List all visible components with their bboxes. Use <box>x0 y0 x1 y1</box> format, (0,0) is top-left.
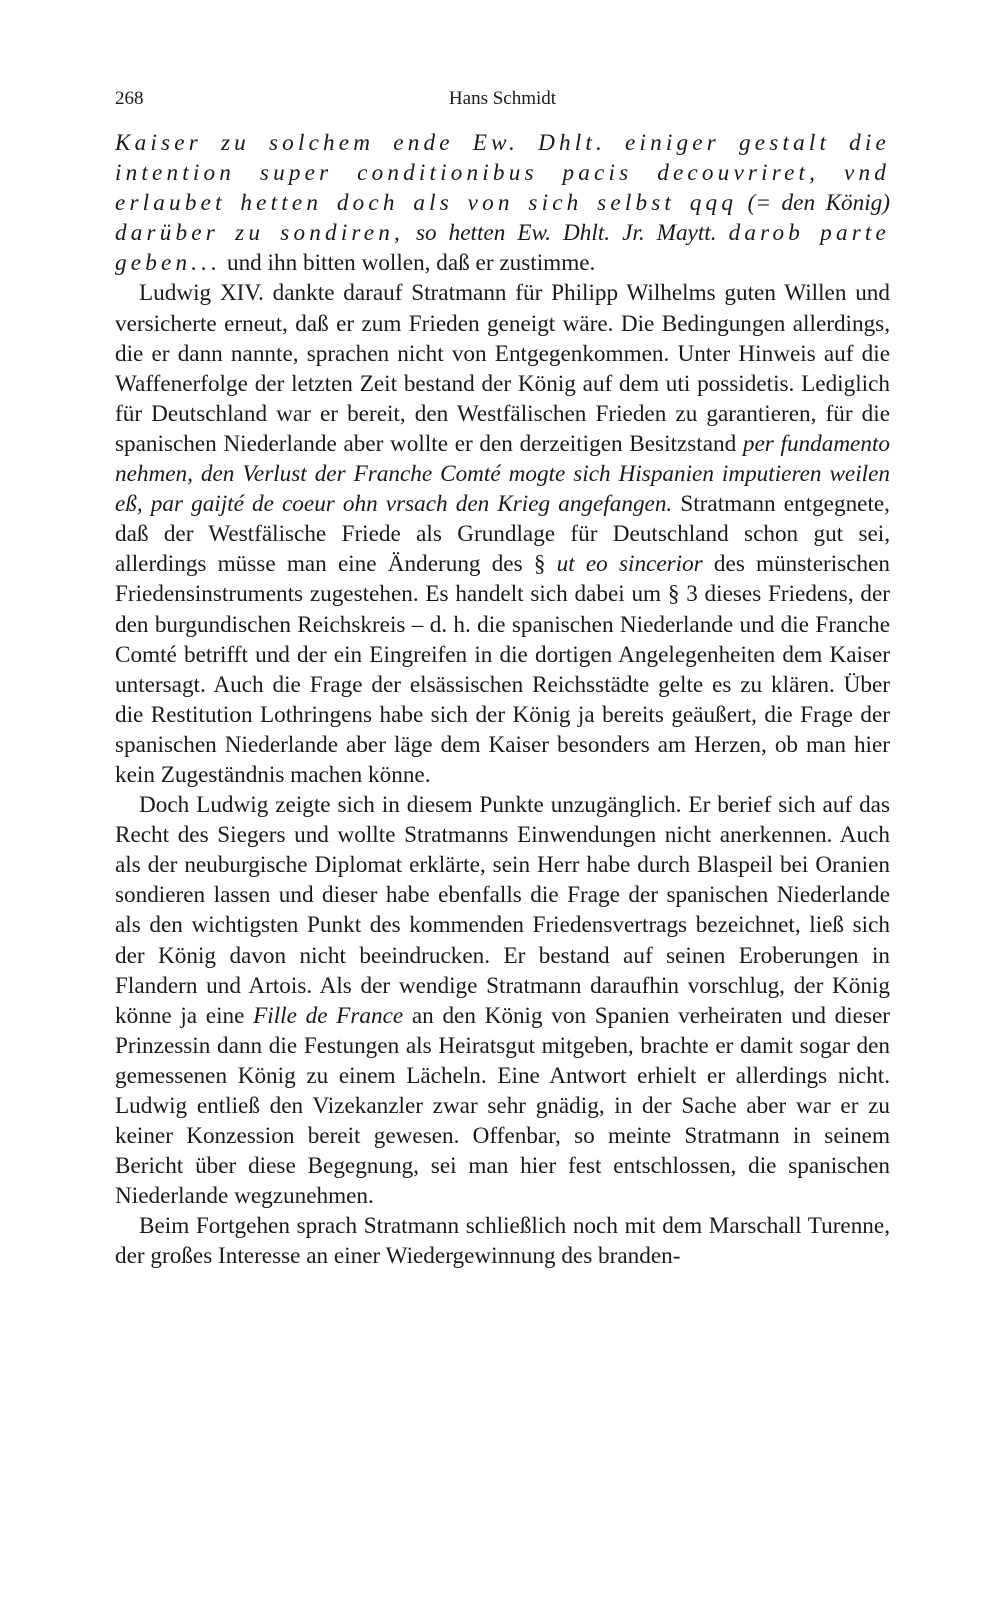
plain-text: und ihn bitten wollen, daß er zustimme. <box>221 250 596 277</box>
body-text <box>115 128 890 1272</box>
spaced-quote-2: darüber zu sondiren, <box>115 220 404 247</box>
plain-text: Ludwig XIV. dankte darauf Stratmann für Philipp Wilhelms guten Willen und versicherte erneut, daß er zum Frieden geneigt wäre. Die Bedingungen allerdings, die er dann nannte, sprachen nicht von Entgegenkommen. Unter Hinweis auf die Waffenerfolge der letzten Zeit bestand der König auf dem uti possidetis. Lediglich für Deutschland war er bereit, den Westfälischen Frieden zu garantieren, für die spanischen Niederlande aber wollte er den derzeitigen Besitzstand <box>115 280 890 457</box>
italic-gloss: (= den König) <box>737 190 891 217</box>
plain-text: Doch Ludwig zeigte sich in diesem Punkte unzugänglich. Er berief sich auf das Recht des Siegers und wollte Stratmanns Einwendungen nicht anerkennen. Auch als der neuburgische Diplomat erklärte, sein Herr habe durch Blaspeil bei Oranien sondieren lassen und dieser habe ebenfalls die Frage der spanischen Niederlande als den wichtigsten Punkt des kommenden Friedensvertrags bezeichnet, ließ sich der König davon nicht beeindrucken. Er bestand auf seinen Eroberungen in Flandern und Artois. Als der wendige Stratmann daraufhin vorschlug, der König könne ja eine <box>115 792 890 1029</box>
page-header <box>115 88 890 128</box>
paragraph-ludwig-xiv <box>115 278 890 790</box>
italic-term: ut eo sincerior <box>556 551 703 578</box>
spaced-quote-1: Kaiser zu solchem ende Ew. Dhlt. einiger gestalt die intention super conditionibus pacis decouvriret, vnd erlaubet hetten doch als von sich selbst qqq <box>115 130 890 217</box>
running-head: Hans Schmidt <box>448 88 557 109</box>
plain-text: Beim Fortgehen sprach Stratmann schließlich noch mit dem Marschall Turenne, der großes Interesse an einer Wiedergewinnung des branden- <box>115 1213 890 1270</box>
book-page <box>115 88 890 1272</box>
italic-quote-3: so hetten Ew. Dhlt. Jr. Maytt. <box>403 220 729 247</box>
paragraph-ludwig-refusal <box>115 790 890 1211</box>
plain-text: des münsterischen Friedensinstruments zugestehen. Es handelt sich dabei um § 3 dieses Friedens, der den burgundischen Reichskreis – d. h. die spanischen Niederlande und die Franche Comté betrifft und der ein Eingreifen in die dortigen Angelegenheiten dem Kaiser untersagt. Auch die Frage der elsässischen Reichsstädte gelte es zu klären. Über die Restitution Lothringens habe sich der König ja bereits geäußert, die Frage der spanischen Niederlande aber läge dem Kaiser besonders am Herzen, ob man hier kein Zugeständnis machen könne. <box>115 551 890 788</box>
italic-term: Fille de France <box>253 1002 404 1029</box>
italic-quote: per fundamento nehmen, den Verlust der Franche Comté mogte sich Hispanien imputieren weilen eß, par gaijté de coeur ohn vrsach den Krieg angefangen. <box>115 430 890 518</box>
plain-text: an den König von Spanien verheiraten und dieser Prinzessin dann die Festungen als Heiratsgut mitgeben, brachte er damit sogar den gemessenen König zu einem Lächeln. Eine Antwort erhielt er allerdings nicht. Ludwig entließ den Vizekanzler zwar sehr gnädig, in der Sache aber war er zu keiner Konzession bereit gewesen. Offenbar, so meinte Stratmann in seinem Bericht über diese Begegnung, sei man hier fest entschlossen, die spanischen Niederlande wegzunehmen. <box>115 1002 890 1210</box>
spaced-quote-4: darob parte geben... <box>115 220 891 277</box>
page-number: 268 <box>115 88 144 109</box>
paragraph-quotation-continuation <box>115 128 890 278</box>
plain-text: Stratmann entgegnete, daß der Westfälische Friede als Grundlage für Deutschland schon gut sei, allerdings müsse man eine Änderung des § <box>115 491 890 578</box>
paragraph-turenne <box>115 1211 890 1271</box>
